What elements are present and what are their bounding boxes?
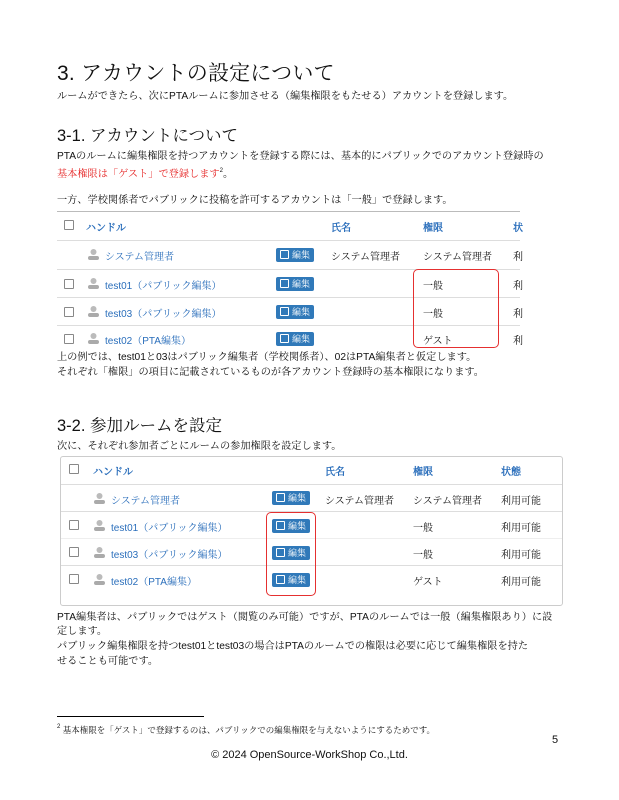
status-cell: 利 xyxy=(513,309,523,320)
copyright: © 2024 OpenSource-WorkShop Co.,Ltd. xyxy=(211,749,408,761)
edit-button[interactable]: 編集 xyxy=(272,546,310,560)
row-checkbox[interactable] xyxy=(64,307,74,317)
status-cell: 利 xyxy=(513,281,523,292)
handle-link[interactable]: test02（PTA編集） xyxy=(111,577,197,588)
footnote-divider xyxy=(57,716,204,717)
table-row xyxy=(57,240,523,270)
edit-button[interactable]: 編集 xyxy=(276,277,314,291)
name-cell: システム管理者 xyxy=(325,496,394,507)
select-all-checkbox[interactable] xyxy=(69,464,79,474)
section-title: 3. アカウントの設定について xyxy=(57,62,335,85)
edit-button[interactable]: 編集 xyxy=(276,305,314,319)
role-cell: 一般 xyxy=(423,309,443,320)
handle-link[interactable]: test03（パブリック編集） xyxy=(111,550,228,561)
select-all-checkbox[interactable] xyxy=(64,220,74,230)
header-handle[interactable]: ハンドル xyxy=(93,467,133,478)
handle-link[interactable]: test03（パブリック編集） xyxy=(105,309,222,320)
handle-link[interactable]: システム管理者 xyxy=(111,496,180,507)
paragraph: 定します。 xyxy=(57,626,108,637)
paragraph: それぞれ「権限」の項目に記載されているものが各アカウント登録時の基本権限になります。 xyxy=(57,367,484,378)
header-role[interactable]: 権限 xyxy=(413,467,433,478)
user-icon xyxy=(93,519,106,531)
handle-link[interactable]: test01（パブリック編集） xyxy=(111,523,228,534)
user-icon xyxy=(93,546,106,558)
header-name[interactable]: 氏名 xyxy=(331,223,351,234)
page-number: 5 xyxy=(552,734,559,746)
paragraph-highlight xyxy=(57,164,233,182)
paragraph: PTA編集者は、パブリックではゲスト（閲覧のみ可能）ですが、PTAのルームでは一般（編集権限あり）に設 xyxy=(57,612,553,623)
footnote-mark: 2 xyxy=(57,724,61,730)
user-icon xyxy=(87,248,100,260)
subsection-title: 3-1. アカウントについて xyxy=(57,127,239,145)
section-intro: ルームができたら、次にPTAルームに参加させる（編集権限をもたせる）アカウントを登録します。 xyxy=(57,91,514,102)
accounts-table-1 xyxy=(57,211,523,350)
edit-button[interactable]: 編集 xyxy=(276,248,314,262)
paragraph: パブリック編集権限を持つtest01とtest03の場合はPTAのルームでの権限は必要に応じて編集権限を持た xyxy=(57,641,529,652)
header-name[interactable]: 氏名 xyxy=(325,467,345,478)
paragraph: PTAのルームに編集権限を持つアカウントを登録する際には、基本的にパブリックでのアカウント登録時の xyxy=(57,151,544,162)
handle-link[interactable]: test01（パブリック編集） xyxy=(105,281,222,292)
handle-link[interactable]: システム管理者 xyxy=(105,252,174,263)
status-cell: 利用可能 xyxy=(501,523,541,534)
header-role[interactable]: 権限 xyxy=(423,223,443,234)
status-cell: 利 xyxy=(513,252,523,263)
row-checkbox[interactable] xyxy=(64,334,74,344)
subsection-title: 3-2. 参加ルームを設定 xyxy=(57,417,223,435)
table-header xyxy=(57,212,523,239)
table-header xyxy=(61,457,562,483)
highlight-box-edit xyxy=(266,512,316,596)
paragraph: 次に、それぞれ参加者ごとにルームの参加権限を設定します。 xyxy=(57,441,342,452)
footnote xyxy=(57,720,435,738)
edit-button[interactable]: 編集 xyxy=(272,491,310,505)
row-checkbox[interactable] xyxy=(69,520,79,530)
header-handle[interactable]: ハンドル xyxy=(86,223,126,234)
paragraph: 一方、学校関係者でパブリックに投稿を許可するアカウントは「一般」で登録します。 xyxy=(57,195,453,206)
row-checkbox[interactable] xyxy=(69,574,79,584)
paragraph: 上の例では、test01と03はパブリック編集者（学校関係者）、02はPTA編集者と仮定します。 xyxy=(57,352,477,363)
role-cell: ゲスト xyxy=(423,336,453,347)
role-cell: 一般 xyxy=(413,550,433,561)
edit-button[interactable]: 編集 xyxy=(276,332,314,346)
user-icon xyxy=(87,332,100,344)
paragraph: せることも可能です。 xyxy=(57,656,159,667)
role-cell: 一般 xyxy=(423,281,443,292)
edit-icon xyxy=(280,250,289,259)
edit-icon xyxy=(276,493,285,502)
role-cell: システム管理者 xyxy=(423,252,492,263)
status-cell: 利用可能 xyxy=(501,577,541,588)
row-checkbox[interactable] xyxy=(64,279,74,289)
user-icon xyxy=(93,573,106,585)
status-cell: 利 xyxy=(513,336,523,347)
edit-icon xyxy=(280,279,289,288)
table-row xyxy=(61,484,562,512)
edit-button[interactable]: 編集 xyxy=(272,573,310,587)
user-icon xyxy=(87,305,100,317)
handle-link[interactable]: test02（PTA編集） xyxy=(105,336,191,347)
status-cell: 利用可能 xyxy=(501,496,541,507)
accounts-table-2 xyxy=(60,456,563,606)
edit-button[interactable]: 編集 xyxy=(272,519,310,533)
user-icon xyxy=(93,492,106,504)
status-cell: 利用可能 xyxy=(501,550,541,561)
name-cell: システム管理者 xyxy=(331,252,400,263)
footnote-ref: 2 xyxy=(219,168,223,174)
row-checkbox[interactable] xyxy=(69,547,79,557)
highlight-box-role xyxy=(413,269,499,348)
user-icon xyxy=(87,277,100,289)
period: 。 xyxy=(222,169,234,180)
red-text: 基本権限は「ゲスト」で登録します xyxy=(57,169,220,180)
role-cell: システム管理者 xyxy=(413,496,482,507)
role-cell: ゲスト xyxy=(413,577,443,588)
role-cell: 一般 xyxy=(413,523,433,534)
edit-icon xyxy=(280,307,289,316)
footnote-text: 基本権限を「ゲスト」で登録するのは、パブリックでの編集権限を与えないようにするためです。 xyxy=(62,725,436,735)
edit-icon xyxy=(280,334,289,343)
header-status[interactable]: 状態 xyxy=(501,467,521,478)
header-status[interactable]: 状 xyxy=(513,223,523,234)
